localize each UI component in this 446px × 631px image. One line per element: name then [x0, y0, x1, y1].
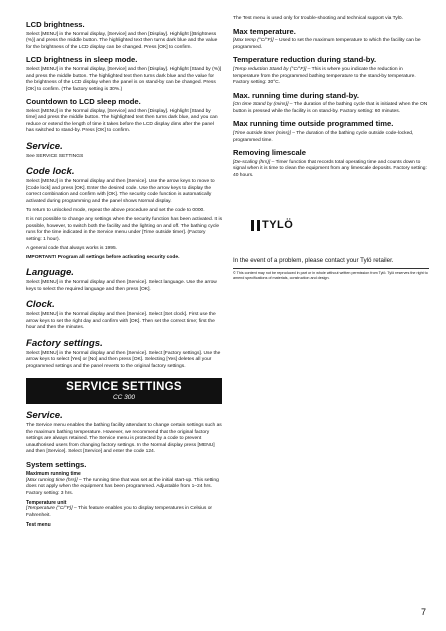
service2-heading: Service.: [26, 410, 63, 422]
right-column: [233, 16, 429, 283]
code-lock-important: IMPORTANT! Program all settings before activating security code.: [26, 254, 180, 260]
max-temp-keyword: [Max temp (°C/°F)]: [233, 38, 274, 44]
limescale-keyword: [De-scaling (hrs)]: [233, 159, 271, 165]
logo-area: [233, 193, 429, 251]
standby-runtime-text: [233, 102, 429, 115]
standby-runtime-body: – The duration of the bathing cycle that is initiated when the ON button is pressed while the facility is on stand-by. Factory setting: 60 minutes.: [233, 102, 428, 114]
code-lock-p3: It is not possible to change any settings when the security function has been activated. It is possible, however, to switch both the facility and the lighting on and off. The bathing cycle runs for the time indicated in the Service menu under [Time outside timer]. (Factory setting: 1 hour).: [26, 216, 223, 242]
countdown-text: Select [MENU] in the Normal display, [Service] and then [Display]. Highlight [Stand by time] and press the middle button. The highlighted text then turns dark blue, and you can reduce or extend the length of time it takes before the LCD display dims after the panel has switched to stand-by. Press [OK] to confirm.: [26, 108, 218, 134]
countdown-heading: Countdown to LCD sleep mode.: [26, 97, 141, 107]
clock-text: Select [MENU] in the Normal display and then [Service]. Select [Set clock]. First use the arrow keys to set the right day and confirm with [OK]. Then set the correct time; first the hour and then the minutes.: [26, 312, 216, 331]
outside-runtime-text: [233, 131, 429, 144]
clock-heading: Clock.: [26, 299, 55, 311]
max-running-body: – The running time that was set at the initial start-up. This setting does not apply when the equipment has been programmed. Adjustable from 1–24 hrs. Factory setting: 3 hrs.: [26, 477, 219, 496]
temp-reduction-body: – This is where you indicate the reduction in temperature from the programmed bathing temperature to the stand-by temperature. Factory setting: 30°C.: [233, 66, 416, 86]
lcd-sleep-heading: LCD brightness in sleep mode.: [26, 55, 138, 65]
test-menu-text: The Test menu is used only for trouble-shooting and technical support via Tylö.: [233, 16, 404, 21]
standby-runtime-keyword: [On time Stand by (mins)]: [233, 102, 289, 108]
language-heading: Language.: [26, 267, 74, 279]
max-temp-heading: Max temperature.: [233, 26, 296, 36]
notice-divider: [233, 268, 429, 269]
max-temp-body: – Used to set the maximum temperature to which the facility can be programmed.: [233, 38, 421, 50]
factory-settings-heading: Factory settings.: [26, 337, 103, 349]
max-running-title: Maximum running time: [26, 471, 81, 478]
temperature-unit-text: [26, 506, 222, 519]
service2-text: The Service menu enables the bathing facility attendant to change certain settings such as the maximum bathing temperature. However, we recommend that the original factory settings are always retained. The Service menu is protected by a code to prevent unauthorised users from changing factory settings. In the Normal display press [MENU] and then [Service]. Select [Service] and enter the code 124.: [26, 423, 222, 455]
contact-retailer-text: In the event of a problem, please contact your Tylö retailer.: [233, 257, 394, 265]
max-running-keyword: [Max running time (hrs)]: [26, 477, 78, 483]
copyright-notice: © This content may not be reproduced in part or in whole without written permission from Tylö. Tylö reserves the right to amend specifications of materials, construction and design.: [233, 271, 428, 281]
outside-runtime-body: – The duration of the bathing cycle outside code-locked, programmed time.: [233, 131, 414, 143]
service-text: See SERVICE SETTINGS: [26, 153, 84, 159]
temp-reduction-text: [233, 67, 429, 87]
service-heading: Service.: [26, 140, 63, 152]
temp-reduction-keyword: [Temp reduction Stand by (°C/°F)]: [233, 66, 307, 72]
lcd-brightness-text: Select [MENU] in the Normal display, [Service] and then [Display]. Highlight [(Brightness (%)] and press the middle button. The highlighted text then turns dark blue and the value for the brightness of the LCD display can be changed. Press [OK] to confirm.: [26, 31, 218, 50]
tylo-logo-text: TYLÖ: [262, 219, 294, 232]
standby-runtime-heading: Max. running time during stand-by.: [233, 90, 360, 100]
left-column: [26, 16, 222, 528]
max-running-text: [26, 478, 222, 498]
tylo-mark-icon: [251, 220, 260, 231]
code-lock-heading: Code lock.: [26, 166, 75, 178]
system-settings-heading: System settings.: [26, 459, 87, 469]
banner-subtitle: CC 300: [112, 393, 136, 401]
outside-runtime-heading: Max running time outside programmed time.: [233, 119, 394, 129]
code-lock-p4: A general code that always works is 1995.: [26, 245, 118, 251]
factory-settings-text: Select [MENU] in the Normal display and then [Service]. Select [Factory settings]. Use the arrow keys to select [Yes] or [No] and then press [OK]. Selecting [Yes] deletes all your programmed settings and the panel reverts to the original factory settings.: [26, 350, 221, 369]
page-number: 7: [420, 607, 426, 617]
temperature-unit-keyword: [Temperature (°C/°F)]: [26, 506, 73, 512]
tylo-logo: [251, 219, 293, 231]
code-lock-p1: Select [MENU] in the Normal display and then [Service]. Use the arrow keys to move to [Code lock] and press [OK]. Enter the desired code. Use the arrow keys to display the correct combination and confirm with [OK]. The security code function is automatically activated during programming and the panel shows Normal display.: [26, 179, 215, 204]
max-temp-text: [233, 38, 429, 51]
limescale-heading: Removing limescale: [233, 148, 307, 158]
language-text: Select [MENU] in the Normal display and then [Service]. Select language. Use the arrow keys to select the required language and then press [OK].: [26, 280, 217, 292]
lcd-brightness-heading: LCD brightness.: [26, 20, 85, 29]
temperature-unit-title: Temperature unit: [26, 499, 67, 506]
banner-title: SERVICE SETTINGS: [66, 381, 182, 394]
temperature-unit-body: – This feature enables you to display temperatures in Celsius or Fahrenheit.: [26, 506, 213, 518]
limescale-text: [233, 160, 429, 180]
code-lock-p2: To return to unlocked mode, repeat the above procedure and set the code to 0000.: [26, 207, 205, 213]
lcd-sleep-text: Select [MENU] in the Normal display, [Service] and then [Display]. Highlight [Stand by (%)] and press the middle button. The highlighted text then turns dark blue and the value for the brightness of the LCD display when the panel is on stand-by can be changed. Press [OK] to confirm. (The factory setting is 30%.): [26, 66, 222, 92]
service-settings-banner: [26, 378, 222, 404]
test-menu-title: Test menu: [26, 521, 51, 528]
limescale-body: – Timer function that records total operating time and counts down to signal when it is time to clean the equipment from any limescale deposits. Factory setting: 40 hours.: [233, 159, 427, 178]
outside-runtime-keyword: [Time outside timer (mins)]: [233, 131, 291, 136]
temp-reduction-heading: Temperature reduction during stand-by.: [233, 55, 377, 65]
